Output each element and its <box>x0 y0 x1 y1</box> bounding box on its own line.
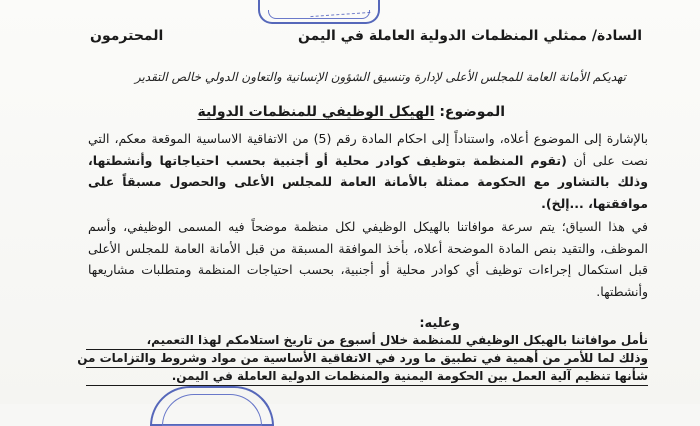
subject-title: الهيكل الوظيفي للمنظمات الدولية <box>197 104 435 120</box>
greeting-line: تهديكم الأمانة العامة للمجلس الأعلى لإدارة وتنسيق الشؤون الإنسانية والتعاون الدولي خالص التقدير <box>134 70 626 84</box>
official-stamp-bottom <box>150 386 274 426</box>
paragraph-reference-intro: بالإشارة إلى الموضوع أعلاه، واستناداً إلى احكام المادة رقم (5) من الاتفاقية الاساسية الموقعة معكم، التي نصت على أن <box>88 131 648 168</box>
subject-label: الموضوع: <box>439 104 505 120</box>
subject-line <box>197 104 505 120</box>
conclusion-text <box>77 332 648 386</box>
conclusion-line: وذلك لما للأمر من أهمية في تطبيق ما ورد في الاتفاقية الأساسية من مواد وشروط والتزامات من <box>86 350 648 368</box>
conclusion-line: نأمل موافاتنا بالهيكل الوظيفي للمنظمة خلال أسبوع من تاريخ استلامكم لهذا التعميم، <box>86 332 648 350</box>
conclusion-line: شأنها تنظيم آلية العمل بين الحكومة اليمنية والمنظمات الدولية العاملة في اليمن. <box>86 368 648 386</box>
paragraph-reference-quote: (تقوم المنظمة بتوظيف كوادر محلية أو أجنبية بحسب احتياجاتها وأنشطتها، وذلك بالتشاور مع الحكومة ممثلة بالأمانة العامة للمجلس الأعلى والحصول مسبقاً على موافقتها، ...إلخ). <box>88 152 648 211</box>
paragraph-reference <box>88 128 648 214</box>
addressee-line: السادة/ ممثلي المنظمات الدولية العاملة في اليمن <box>298 28 642 44</box>
respect-salutation: المحترمون <box>90 28 164 44</box>
paragraph-request: في هذا السياق؛ يتم سرعة موافاتنا بالهيكل الوظيفي لكل منظمة موضحاً فيه المسمى الوظيفي، وأسم الموظف، والتقيد بنص المادة الموضحة أعلاه، بأخذ الموافقة المسبقة من قبل الأمانة العامة للمجلس الأعلى قبل استكمال إجراءات توظيف أي كوادر محلية أو أجنبية، بحسب احتياجات المنظمة ومتطلبات مشاريعها وأنشطتها. <box>88 219 648 299</box>
conclusion-heading: وعليه: <box>419 316 460 331</box>
